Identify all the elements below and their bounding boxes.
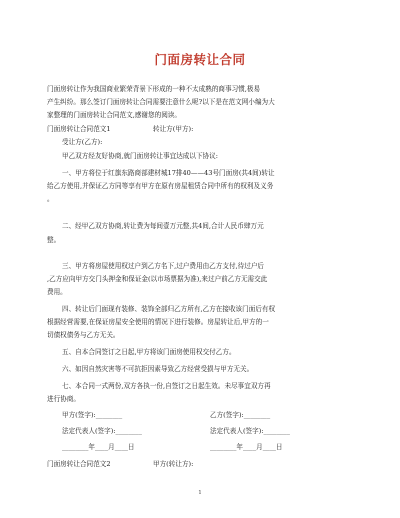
date-b: ________年____月____日 bbox=[210, 443, 283, 451]
preamble-line: 甲乙双方经友好协商,就门面房转让事宜达成以下协议: bbox=[62, 152, 218, 160]
clause-line: 五、自本合同签订之日起,甲方将该门面房使用权交付乙方。 bbox=[62, 348, 236, 356]
clause-line: 切债权债务与乙方无关。 bbox=[47, 331, 120, 339]
clause-line: 费用。 bbox=[47, 288, 67, 296]
clause-line: ,乙方应向甲方交门头押金和保证金(以市场票据为准),来过户前乙方无需交此 bbox=[47, 275, 268, 283]
sample1-party: 转让方(甲方): bbox=[153, 125, 194, 133]
intro-line: 门面房转让作为我国商业繁荣背景下形成的一种不太成熟的商事习惯,极易 bbox=[47, 85, 261, 93]
transferee-line: 受让方(乙方): bbox=[62, 138, 103, 146]
sample2-label: 门面房转让合同范文2 bbox=[47, 460, 111, 468]
clause-line: 六、如因自然灾害等不可抗拒因素导致乙方经营受损与甲方无关。 bbox=[62, 365, 254, 373]
clause-line: 三、甲方将房屋使用权过户到乙方名下,过户费用由乙方支付,待过户后 bbox=[62, 262, 265, 270]
rep-b-signature: 法定代表人(签字):________ bbox=[210, 427, 290, 435]
sample1-label: 门面房转让合同范文1 bbox=[47, 125, 111, 133]
clause-line: 进行协商。 bbox=[47, 395, 80, 403]
party-b-signature: 乙方(签字):________ bbox=[210, 411, 271, 419]
intro-line: 产生纠纷。那么签订门面房转让合同需要注意什么呢?以下是在范文网小编为大 bbox=[47, 98, 275, 106]
sample2-party: 甲方(转让方): bbox=[153, 460, 194, 468]
clause-line: 四、转让后门面现有装修、装饰全部归乙方所有,乙方在接收该门面后有权 bbox=[62, 305, 276, 313]
clause-line: 七、本合同一式两份,双方各执一份,自签订之日起生效。未尽事宜双方再 bbox=[62, 382, 271, 390]
rep-a-signature: 法定代表人(签字):________ bbox=[62, 427, 142, 435]
document-title: 门面房转让合同 bbox=[154, 52, 246, 67]
intro-line: 家整理的门面房转让合同范文,感谢您的阅读。 bbox=[47, 111, 181, 119]
clause-line: 给乙方使用,并保证乙方同等享有甲方在原有房屋租赁合同中所有的权利及义务 bbox=[47, 182, 274, 190]
clause-line: 整。 bbox=[47, 236, 61, 244]
party-a-signature: 甲方(签字):________ bbox=[62, 411, 123, 419]
clause-line: 。 bbox=[47, 195, 54, 203]
date-a: ________年____月____日 bbox=[62, 443, 135, 451]
clause-line: 二、经甲乙双方协商,转让费为每间壹万元整,共4间,合计人民币肆万元 bbox=[62, 222, 264, 230]
page-number: 1 bbox=[198, 490, 202, 496]
clause-line: 一、甲方将位于红旗东路商部建材城17排40——43号门面房(共4间)转让 bbox=[62, 169, 275, 177]
clause-line: 根据经营需要,在保证房屋安全使用的情况下进行装修。房屋转让后,甲方的一 bbox=[47, 318, 269, 326]
